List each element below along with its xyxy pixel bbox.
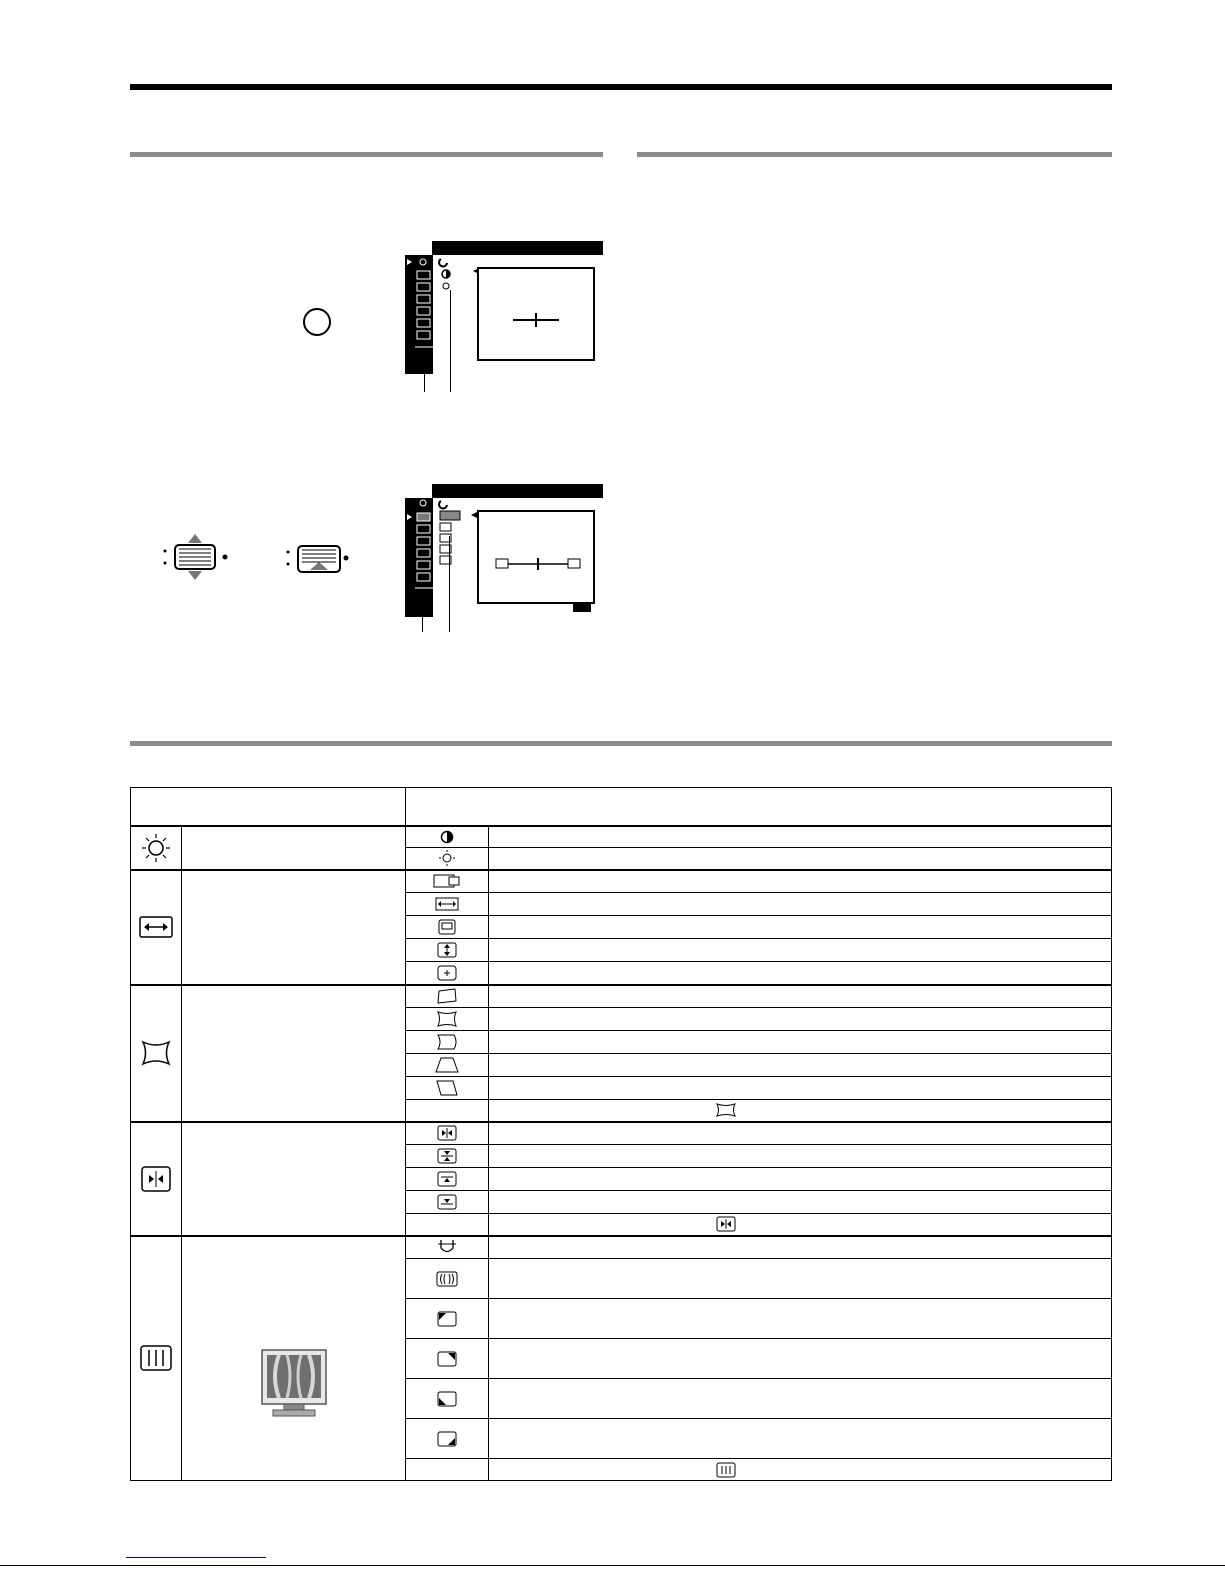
group-icon-cell: [131, 985, 182, 1122]
item-desc-cell: [489, 1419, 1112, 1459]
landing-bottom-left-icon: [437, 1391, 457, 1407]
pincushion-icon: [436, 1011, 458, 1027]
reset-geometry-icon: [716, 1103, 736, 1117]
item-desc-cell: [489, 870, 1112, 893]
item-desc-cell: [489, 1168, 1112, 1191]
item-desc-cell: [489, 1379, 1112, 1419]
callout-line-1: [424, 350, 425, 392]
item-desc-cell: [489, 1214, 1112, 1236]
item-icon-cell: [406, 1259, 489, 1299]
footer-link-underline: [126, 1557, 266, 1558]
landing-icon: [140, 1345, 172, 1371]
group-icon-cell: [131, 870, 182, 985]
reset-convergence-icon: [716, 1216, 736, 1232]
item-icon-cell: [406, 1122, 489, 1145]
osd-main-menu: [405, 241, 603, 374]
item-icon-cell: [406, 1100, 489, 1122]
header-cell-menu: [131, 788, 406, 826]
header-rule: [130, 84, 1112, 90]
osd-title-bar: [432, 241, 603, 255]
group-icon-cell: [131, 826, 182, 870]
item-desc-cell: [489, 939, 1112, 962]
v-center-icon: [438, 919, 456, 935]
group-label-cell: [182, 870, 406, 985]
item-desc-cell: [489, 1259, 1112, 1299]
osd-submenu-icons: [437, 498, 479, 568]
item-icon-cell: [406, 985, 489, 1008]
item-icon-cell: [406, 1054, 489, 1077]
item-desc-cell: [489, 962, 1112, 985]
group-icon-cell: [131, 1236, 182, 1481]
item-icon-cell: [406, 1168, 489, 1191]
zoom-icon: [437, 965, 457, 981]
osd-submenu-icons: [437, 255, 477, 295]
item-icon-cell: [406, 1145, 489, 1168]
header-cell-items: [406, 788, 1112, 826]
h-convergence-icon: [437, 1125, 457, 1141]
item-desc-cell: [489, 916, 1112, 939]
item-icon-cell: [406, 916, 489, 939]
v-convergence-icon: [437, 1148, 457, 1164]
item-icon-cell: [406, 939, 489, 962]
item-icon-cell: [406, 848, 489, 870]
item-icon-cell: [406, 1191, 489, 1214]
item-desc-cell: [489, 985, 1112, 1008]
item-icon-cell: [406, 962, 489, 985]
key-balance-icon: [436, 1080, 458, 1096]
group-icon-cell: [131, 1122, 182, 1236]
item-desc-cell: [489, 1339, 1112, 1379]
landing-magnet-icon: [437, 1238, 457, 1256]
v-size-icon: [437, 942, 457, 958]
group-label-cell: [182, 1122, 406, 1236]
item-icon-cell: [406, 1339, 489, 1379]
brightness-icon: [439, 850, 455, 866]
item-icon-cell: [406, 1008, 489, 1031]
bottom-convergence-icon: [437, 1194, 457, 1210]
item-desc-cell: [489, 1191, 1112, 1214]
osd-adjust-window: [477, 267, 595, 361]
item-icon-cell: [406, 1299, 489, 1339]
item-desc-cell: [489, 1077, 1112, 1100]
convergence-icon: [141, 1166, 171, 1192]
item-desc-cell: [489, 1100, 1112, 1122]
group-label-cell: [182, 985, 406, 1122]
brightness-icon: [141, 833, 171, 863]
item-icon-cell: [406, 1031, 489, 1054]
section-rule-right: [637, 152, 1112, 157]
monitor-illustration: [259, 1348, 329, 1420]
item-desc-cell: [489, 1008, 1112, 1031]
callout-line-2: [450, 290, 451, 392]
callout-line-3: [422, 590, 423, 632]
size-icon: [139, 916, 173, 938]
item-icon-cell: [406, 870, 489, 893]
osd-adjust-window: [477, 510, 595, 604]
h-size-icon: [435, 897, 459, 911]
item-icon-cell: [406, 1077, 489, 1100]
item-desc-cell: [489, 826, 1112, 848]
item-desc-cell: [489, 1054, 1112, 1077]
item-icon-cell: [406, 1459, 489, 1481]
rotation-icon: [436, 988, 458, 1004]
item-icon-cell: [406, 1379, 489, 1419]
osd-menu-icons: [405, 255, 435, 365]
item-desc-cell: [489, 1459, 1112, 1481]
item-icon-cell: [406, 893, 489, 916]
pin-balance-icon: [436, 1034, 458, 1050]
section-rule-left: [130, 152, 603, 157]
callout-line-4: [449, 536, 450, 632]
reset-landing-icon: [716, 1462, 736, 1478]
osd-size-menu: [405, 484, 603, 617]
landing-corner-icon: [436, 1271, 458, 1287]
section-rule-table: [130, 741, 1112, 746]
press-control-icon: [280, 540, 360, 578]
item-desc-cell: [489, 848, 1112, 870]
geometry-icon: [141, 1040, 171, 1066]
osd-status-box: [573, 604, 591, 612]
menu-table: [130, 787, 1112, 1481]
group-label-cell: [182, 1236, 406, 1481]
top-convergence-icon: [437, 1171, 457, 1187]
item-icon-cell: [406, 1419, 489, 1459]
item-icon-cell: [406, 1236, 489, 1259]
contrast-icon: [440, 830, 454, 844]
keystone-icon: [435, 1057, 459, 1073]
item-icon-cell: [406, 826, 489, 848]
item-desc-cell: [489, 893, 1112, 916]
item-desc-cell: [489, 1299, 1112, 1339]
item-desc-cell: [489, 1145, 1112, 1168]
page-bottom-rule: [0, 1565, 1225, 1566]
landing-top-left-icon: [437, 1311, 457, 1327]
item-desc-cell: [489, 1031, 1112, 1054]
up-down-control-icon: [155, 533, 235, 581]
item-icon-cell: [406, 1214, 489, 1236]
osd-menu-icons: [405, 498, 435, 608]
group-label-cell: [182, 826, 406, 870]
item-desc-cell: [489, 1236, 1112, 1259]
osd-title-bar: [432, 484, 603, 498]
landing-bottom-right-icon: [437, 1431, 457, 1447]
h-center-icon: [433, 874, 461, 888]
landing-top-right-icon: [437, 1351, 457, 1367]
control-knob-icon: [303, 308, 331, 336]
item-desc-cell: [489, 1122, 1112, 1145]
